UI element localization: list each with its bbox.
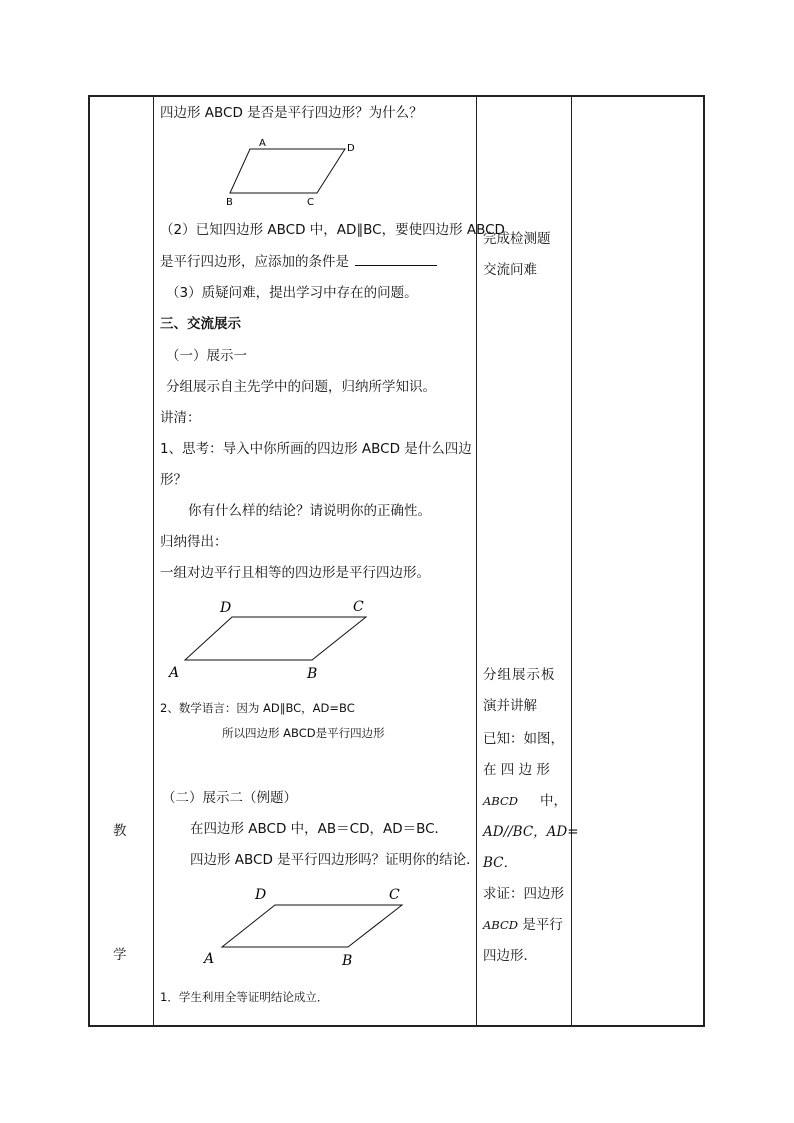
vertex-label: A [259, 138, 266, 149]
activity-text: 完成检测题 [483, 231, 551, 247]
activity-text: 交流问难 [483, 262, 537, 278]
vertex-label: A [204, 951, 215, 967]
activity-math: 是平行 [518, 917, 563, 933]
activity-math: 中， [540, 793, 567, 809]
vertex-label: A [169, 665, 180, 681]
parallelogram-shape [230, 149, 345, 193]
vertex-label: B [342, 953, 353, 969]
section-title: 三、交流展示 [160, 316, 241, 332]
vertex-label: B [307, 666, 318, 682]
activity-text: 四边形． [483, 948, 537, 964]
parallelogram-figure-1 [220, 134, 360, 210]
activity-math: ABCD [483, 918, 518, 932]
explain-label: 讲清： [160, 410, 201, 426]
show-1-title: （一）展示一 [166, 348, 247, 364]
activity-text: 已知：如图， [483, 731, 564, 747]
activity-text: 演并讲解 [483, 698, 537, 714]
vertex-label: C [353, 599, 364, 615]
question-1: 四边形 ABCD 是否是平行四边形？为什么？ [160, 105, 423, 121]
activity-text: 求证：四边形 [483, 886, 564, 902]
vertex-label: D [220, 600, 232, 616]
activity-text [483, 792, 567, 810]
vertex-label: D [255, 887, 267, 903]
vertex-label: C [307, 197, 314, 208]
math-language-1: 2、数学语言：因为 AD∥BC，AD=BC [160, 701, 355, 715]
parallelogram-figure-2 [160, 595, 380, 685]
activity-text: AD//BC，AD= [483, 824, 579, 840]
math-language-2: 所以四边形 ABCD是平行四边形 [222, 726, 385, 740]
activity-text: BC． [483, 855, 518, 871]
left-column-char: 学 [113, 947, 127, 963]
vertex-label: D [347, 143, 355, 154]
summary-text: 一组对边平行且相等的四边形是平行四边形。 [160, 565, 430, 581]
conclusion-question: 你有什么样的结论？请说明你的正确性。 [188, 503, 431, 519]
vertex-label: B [226, 197, 233, 208]
think-line-1: 1、思考：导入中你所画的四边形 ABCD 是什么四边 [160, 441, 472, 457]
parallelogram-figure-3 [195, 880, 415, 970]
column-divider [571, 97, 572, 1025]
activity-text [483, 916, 563, 934]
question-3: （3）质疑问难，提出学习中存在的问题。 [166, 285, 418, 301]
column-divider [153, 97, 154, 1025]
answer-blank [355, 252, 437, 266]
question-2-text: 是平行四边形，应添加的条件是 [160, 254, 349, 270]
left-column-char: 教 [113, 823, 127, 839]
show-2-title: （二）展示二（例题） [162, 790, 297, 806]
example-line-1: 在四边形 ABCD 中，AB＝CD，AD＝BC． [190, 821, 449, 837]
show-1-description: 分组展示自主先学中的问题，归纳所学知识。 [166, 379, 436, 395]
activity-text: 分组展示板 [483, 667, 556, 683]
question-2-line1: （2）已知四边形 ABCD 中，AD∥BC，要使四边形 ABCD [160, 222, 505, 238]
parallelogram-shape [222, 905, 402, 947]
vertex-label: C [389, 887, 400, 903]
summary-label: 归纳得出： [160, 534, 228, 550]
example-line-2: 四边形 ABCD 是平行四边形吗？证明你的结论． [190, 852, 480, 868]
activity-math: ABCD [483, 794, 518, 808]
proof-note: 1．学生利用全等证明结论成立． [160, 990, 329, 1004]
parallelogram-shape [185, 617, 366, 660]
question-2-line2 [160, 252, 437, 271]
think-line-2: 形？ [160, 472, 187, 488]
activity-text: 在 四 边 形 [483, 762, 550, 778]
